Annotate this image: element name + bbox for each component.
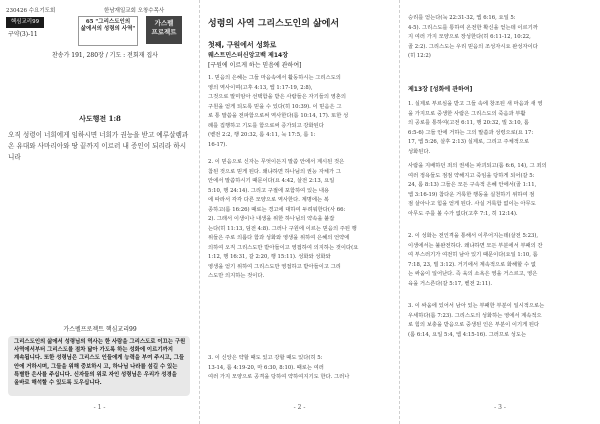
text-line: 13-14, 롬 4:19-20, 마 6:30, 8:10). 때로는 여러 xyxy=(208,364,324,371)
text-line: 스도만 의지하는 것이다. xyxy=(208,273,265,279)
source-label: 가스펠프로젝트 핵심교리99 xyxy=(63,326,137,333)
text-line: 에 따라서 각각 다른 모양으로 역사한다. 계명에는 복 xyxy=(208,197,329,203)
text-line: (롬 6:14, 요일 5:4, 엡 4:15-16). 그러므로 성도는 xyxy=(408,331,527,338)
paragraph-2 xyxy=(408,162,547,219)
text-line: 지 여러 가지 모양으로 장성한다(히 6:11-12, 10:22, xyxy=(408,34,531,40)
text-line: 엡 3:16-19) 참다운 거룩한 행동을 실천하기 위하여 점 xyxy=(408,191,535,198)
text-line: 종하고(롬 16:26) 때로는 경고에 대하여 두려워한다(사 66: xyxy=(208,206,346,213)
page-2 xyxy=(200,0,400,424)
paragraph-4 xyxy=(408,302,544,340)
text-line: 3. 이 신앙은 약할 때도 있고 강할 때도 있다(히 5: xyxy=(208,355,323,361)
text-line: 7:18, 23, 빌 3:12). 거기에서 계속적으로 화해할 수 없 xyxy=(408,261,536,268)
text-line: 여 부스러기가 여전히 남아 있기 때문이다(요일 1:10, 롬 xyxy=(408,252,538,258)
text-line: 영의 역사이며(고후 4:13, 엡 1:17-19, 2:8), xyxy=(208,84,313,91)
text-line: 위들은 주로 의롭다 함과 성화와 영생을 위하여 은혜의 언약에 xyxy=(208,235,350,241)
paragraph-2 xyxy=(208,158,358,282)
section-heading: 첫째, 구원에서 성화로 xyxy=(208,41,277,49)
series-badge: 핵심교리99 xyxy=(6,17,44,28)
intro-paragraph xyxy=(408,14,538,62)
text-line: 5:10, 행 24:14). 그리고 구절에 포함하여 있는 내용 xyxy=(208,187,330,194)
text-line: 을 가지므로 중생한 사람은 그리스도의 죽음과 부활 xyxy=(408,110,526,117)
text-line: 2. 이 성화는 전인격을 통해서 이루어지는데(살전 5:23), xyxy=(408,233,539,239)
text-line: 골 2:2). 그리스도는 우리 믿음의 조성자시요 완성자이다 xyxy=(408,43,538,50)
text-line: 여러 가지 모양으로 공격을 당하여 약하여지기도 한다. 그러나 xyxy=(208,374,350,380)
text-line: 의하여 오직 그리스도만 받아들이고 영접하여 의지하는 것이다(요 xyxy=(208,244,359,251)
text-line: 례를 집행하고 기도를 함으로써 증가되고 강화된다 xyxy=(208,122,324,129)
page-number: - 2 - xyxy=(293,404,306,411)
text-line: (벧전 2:2, 행 20:32, 롬 4:11, 눅 17:5, 롬 1: xyxy=(208,132,316,138)
page-title: 성령의 사역 그리스도인의 삶에서 xyxy=(208,19,340,29)
text-line: 2. 이 믿음으로 신자는 무엇이든지 말씀 안에서 계시된 것은 xyxy=(208,159,345,165)
text-line: 아무도 주를 볼 수가 없다(고후 7:1, 히 12:14). xyxy=(408,210,518,217)
service-date: 230426 수요기도회 xyxy=(6,8,56,14)
paragraph-3 xyxy=(208,354,349,383)
lesson-title-line: 삶에서의 성령의 사역" xyxy=(80,26,136,32)
page-3 xyxy=(400,0,600,424)
paragraph-1 xyxy=(408,100,542,157)
text-line: 1:12, 행 16:31, 갈 2:20, 행 15:11). 성화와 성화와 xyxy=(208,254,331,260)
paragraph-1 xyxy=(208,74,348,150)
lesson-title-line: 65 "그리스도인의 xyxy=(85,19,131,25)
text-line: 그것으로 말미암아 선택함을 받은 사람들은 자기들의 영혼의 xyxy=(208,94,347,100)
text-line: 16-17). xyxy=(208,141,228,148)
text-line: 사람을 지배하던 죄의 권세는 파괴되고(롬 6:6, 14), 그 죄의 xyxy=(408,163,547,169)
gospel-project-logo xyxy=(146,16,182,44)
text-line: 안에서 말씀하시기 때문이다(요 4:42, 살전 2:13, 요일 xyxy=(208,178,335,184)
text-line: 는 싸움이 일어난다. 즉 육의 소욕은 영을 거스르고, 영은 xyxy=(408,271,538,277)
hymn-prayer-line: 찬송가 191, 280장 / 기도 : 전회재 집사 xyxy=(52,52,158,59)
text-line: 성화된다. xyxy=(408,148,431,155)
text-line: (히 12:2) xyxy=(408,53,431,59)
text-line: 24, 롬 8:13) 그들은 모든 구속적 은혜 안에서(골 1:11, xyxy=(408,182,537,188)
text-line: 이생에서는 불완전하다. 왜냐하면 모든 부분에서 부패의 잔 xyxy=(408,242,543,249)
section-subheading: [구원에 이르게 하는 믿음에 관하여] xyxy=(208,62,302,69)
page-number: - 1 - xyxy=(93,404,106,411)
text-line: 우세하다(롬 7:23). 그리스도의 성화하는 영에서 계속적으 xyxy=(408,312,542,319)
text-line: 는다(히 11:13, 딤전 4:8). 그러나 구원에 이르는 믿음의 주된 행 xyxy=(208,225,357,232)
text-line: 6:5-6) 그들 안에 거하는 그의 말씀과 성령으로(요 17: xyxy=(408,129,534,136)
logo-text: 가스펠 xyxy=(154,19,174,27)
text-line: 1. 믿음의 은혜는 그들 마음속에서 활동하시는 그리스도의 xyxy=(208,75,341,81)
paragraph-3 xyxy=(408,232,543,289)
text-line: 1. 실제로 부르심을 받고 그들 속에 창조된 새 마음과 새 영 xyxy=(408,101,543,107)
page-number: - 3 - xyxy=(494,404,506,411)
text-line: 점 살아나고 힘을 얻게 된다. 사실 거룩함 없이는 아무도 xyxy=(408,201,536,207)
text-line: 로 통 말씀을 전파함으로써 역사한다(롬 10:14, 17). 또한 성 xyxy=(208,113,349,119)
text-line: 3. 이 싸움에 있어서 남아 있는 부패한 부분이 일시적으로는 xyxy=(408,303,545,309)
text-line: 17, 엡 5:26, 살후 2:13) 실제로, 그리고 주체적으로 xyxy=(408,139,530,145)
church-pastor: 한남재일교회 오창수목사 xyxy=(104,8,165,14)
text-line: 참된 것으로 믿게 된다. 왜냐하면 하나님의 권능 자체가 그 xyxy=(208,168,341,175)
scripture-reference: 사도행전 1:8 xyxy=(79,114,121,123)
text-line: 육을 거스른다(갈 5:17, 벧전 2:11). xyxy=(408,280,493,287)
text-line: 의 공로를 통하여(고전 6:11, 행 20:32, 빌 3:10, 롬 xyxy=(408,120,530,126)
text-line: 구원을 얻게 되도록 믿을 수 있다(히 10:39). 이 믿음은 그 xyxy=(208,103,342,110)
section-heading: 제13장 [성화에 관하여] xyxy=(408,86,473,93)
text-line: 여러 정욕들도 점점 약해지고 죽임을 당하게 되어(갈 5: xyxy=(408,172,535,179)
text-line: 4-5). 그리스도를 통하여 온전한 확신을 얻는데 이르기까 xyxy=(408,24,538,31)
text-line: 2). 그래서 이생이나 내생을 위한 하나님의 약속을 붙잡 xyxy=(208,216,335,222)
page-1 xyxy=(0,0,200,424)
section-subheading: 웨스트민스터신앙고백 제14장 xyxy=(208,52,288,59)
lesson-number: 구약(3)-11 xyxy=(8,31,38,38)
text-line: 승리를 얻는다(눅 22:31-32, 엡 6:16, 요일 5: xyxy=(408,15,516,21)
scripture-text: 오직 성령이 너희에게 임하시면 너희가 권능을 받고 예루살렘과 온 유대와 사마리아와 땅 끝까지 이르러 내 증인이 되리라 하시니라 xyxy=(8,131,189,161)
logo-text: 프로젝트 xyxy=(151,28,177,36)
text-line: 로 힘의 보충을 받음으로 중생된 인은 부분이 이기게 된다 xyxy=(408,322,540,328)
summary-text: 그리스도인의 삶에서 성령님의 역사는 한 사람을 그리스도로 이끄는 구원 사역에서부터 그리스도를 점차 닮아 가도록 하는 성화에 이르기까지 계속됩니다. 또한 성령님은 그리스도 인들에게 능력을 부여 주시고, 그들 안에 거하시며, 그들을 위해 중보하시 고, 하나님 나라를 섬길 수 있는 특별한 은사를 주십니다. 신자들의 위로 자인 성령님은 우리가 성경을 올바로 해석할 수 있도록 도우십니다. xyxy=(14,339,186,387)
text-line: 영생을 얻기 위하여 그리스도만 영접하고 받아들이고 그리 xyxy=(208,263,341,270)
lesson-title-box xyxy=(78,16,138,46)
